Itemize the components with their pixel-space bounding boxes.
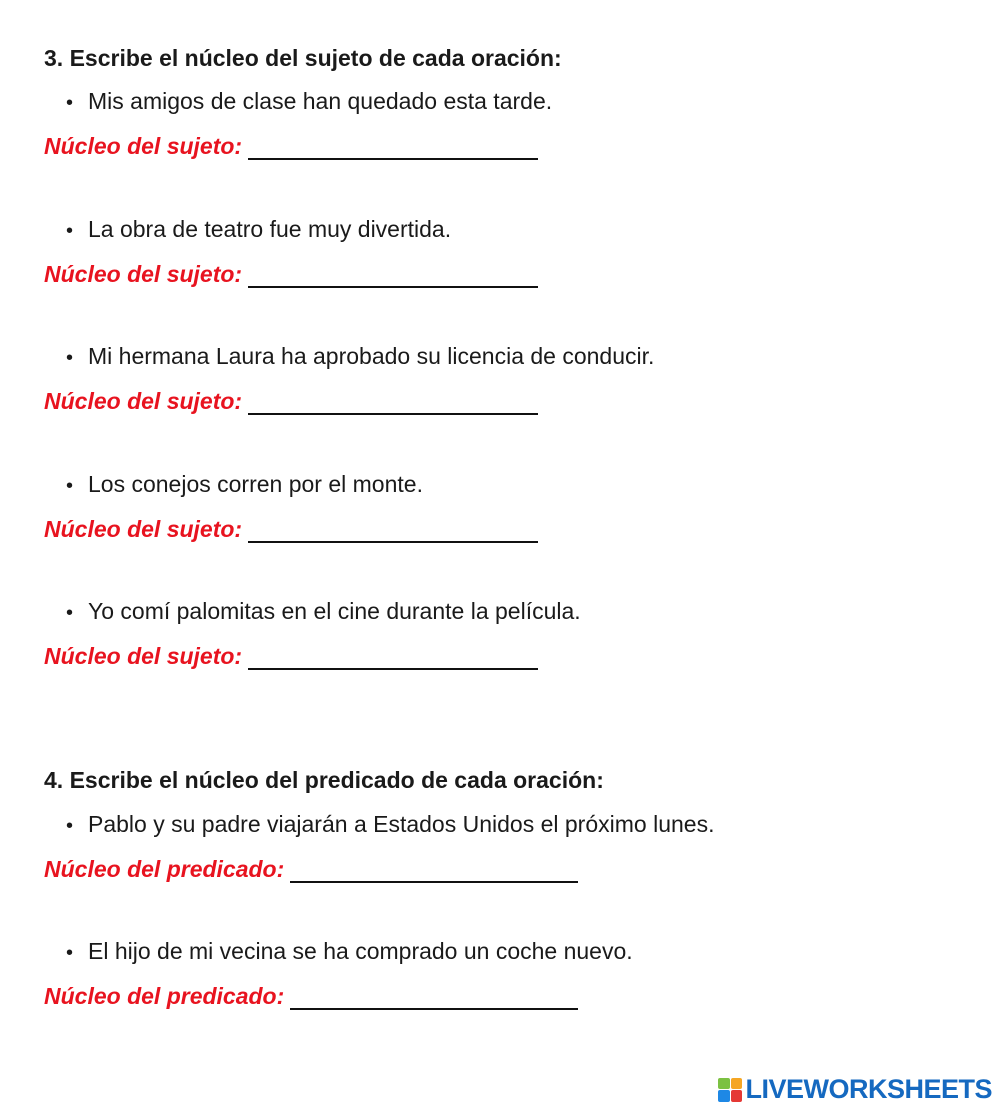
bullet-icon: •	[66, 220, 74, 242]
bullet-icon: •	[66, 602, 74, 624]
answer-label: Núcleo del predicado:	[44, 983, 285, 1009]
sentence-text: Yo comí palomitas en el cine durante la película.	[88, 598, 581, 624]
bullet-icon: •	[66, 942, 74, 964]
answer-input-3-1[interactable]	[248, 132, 538, 160]
sentence-4-2	[66, 938, 633, 965]
bullet-icon: •	[66, 815, 74, 837]
answer-input-3-4[interactable]	[248, 515, 538, 543]
liveworksheets-brand[interactable]	[718, 1074, 992, 1105]
section-3-title: 3. Escribe el núcleo del sujeto de cada oración:	[44, 45, 562, 71]
sentence-text: Mis amigos de clase han quedado esta tarde.	[88, 88, 553, 114]
answer-row-3-3	[44, 385, 538, 415]
sentence-3-3	[66, 343, 654, 370]
section-4-title: 4. Escribe el núcleo del predicado de cada oración:	[44, 767, 604, 793]
logo-square-red	[731, 1090, 743, 1102]
answer-row-3-5	[44, 640, 538, 670]
answer-row-3-2	[44, 258, 538, 288]
answer-input-3-5[interactable]	[248, 642, 538, 670]
answer-label: Núcleo del sujeto:	[44, 261, 243, 287]
sentence-3-5	[66, 598, 581, 625]
answer-label: Núcleo del sujeto:	[44, 388, 243, 414]
answer-label: Núcleo del predicado:	[44, 856, 285, 882]
sentence-4-1	[66, 811, 714, 838]
answer-input-4-2[interactable]	[290, 982, 578, 1010]
answer-label: Núcleo del sujeto:	[44, 133, 243, 159]
sentence-3-2	[66, 216, 451, 243]
answer-input-3-3[interactable]	[248, 387, 538, 415]
bullet-icon: •	[66, 92, 74, 114]
sentence-text: Mi hermana Laura ha aprobado su licencia de conducir.	[88, 343, 655, 369]
answer-row-3-1	[44, 130, 538, 160]
answer-row-4-1	[44, 853, 578, 883]
sentence-3-4	[66, 471, 423, 498]
sentence-text: La obra de teatro fue muy divertida.	[88, 216, 452, 242]
answer-input-3-2[interactable]	[248, 260, 538, 288]
answer-row-4-2	[44, 980, 578, 1010]
bullet-icon: •	[66, 475, 74, 497]
sentence-text: Pablo y su padre viajarán a Estados Unidos el próximo lunes.	[88, 811, 715, 837]
brand-name: LIVEWORKSHEETS	[745, 1074, 992, 1104]
answer-label: Núcleo del sujeto:	[44, 643, 243, 669]
liveworksheets-logo-icon	[718, 1078, 742, 1102]
answer-input-4-1[interactable]	[290, 855, 578, 883]
logo-square-orange	[731, 1078, 743, 1090]
sentence-3-1	[66, 88, 552, 115]
sentence-text: El hijo de mi vecina se ha comprado un coche nuevo.	[88, 938, 633, 964]
logo-square-blue	[718, 1090, 730, 1102]
bullet-icon: •	[66, 347, 74, 369]
answer-label: Núcleo del sujeto:	[44, 516, 243, 542]
logo-square-green	[718, 1078, 730, 1090]
answer-row-3-4	[44, 513, 538, 543]
sentence-text: Los conejos corren por el monte.	[88, 471, 423, 497]
